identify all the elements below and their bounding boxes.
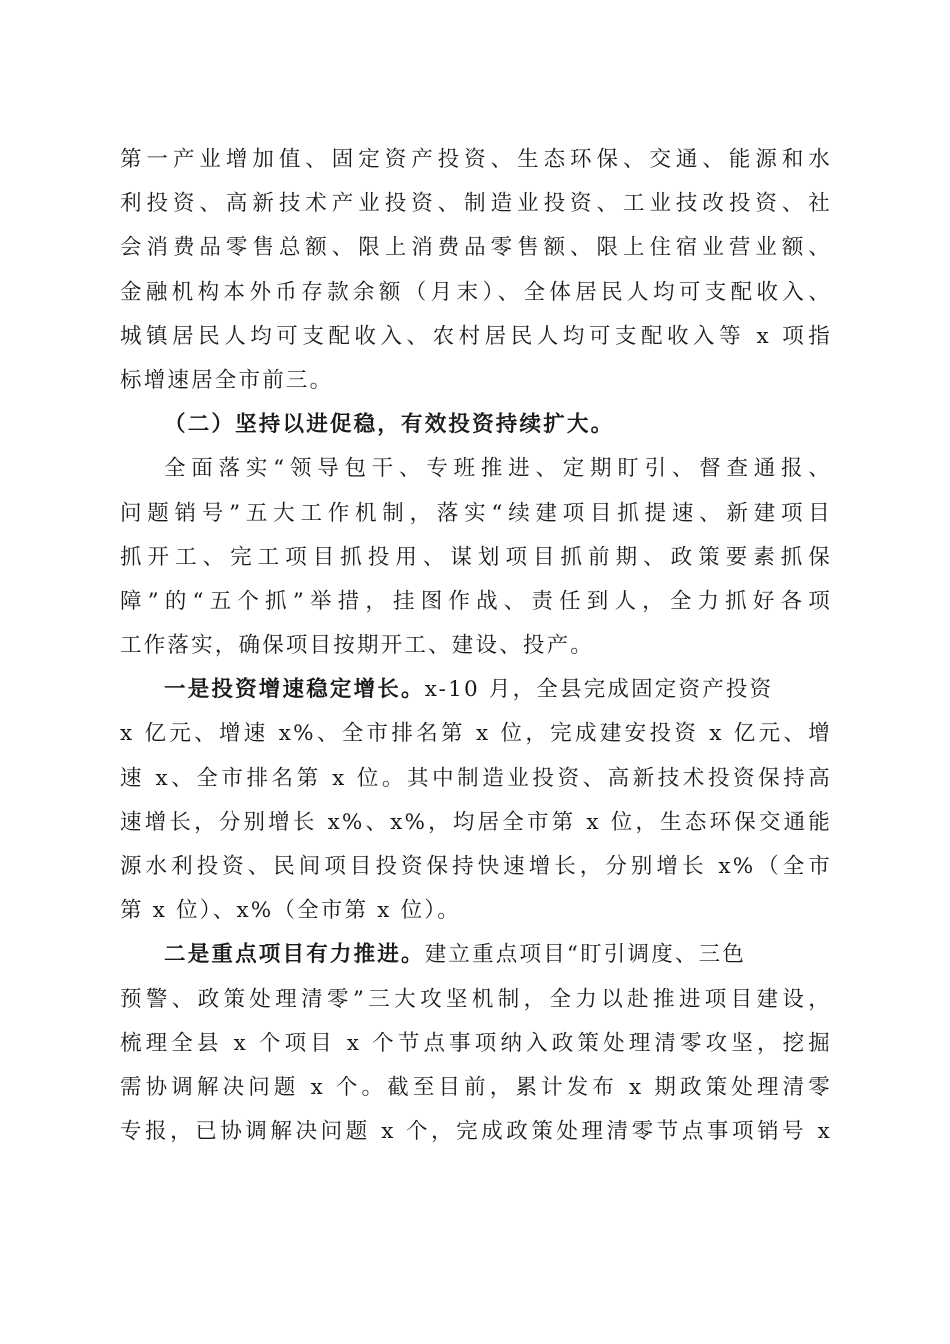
text-line: 城镇居民人均可支配收入、农村居民人均可支配收入等 x 项指: [120, 323, 832, 349]
text-line: 金融机构本外币存款余额（月末）、全体居民人均可支配收入、: [120, 279, 832, 305]
text-span: 建立重点项目“盯引调度、三色: [424, 942, 746, 968]
text-line: 源水利投资、民间项目投资保持快速增长，分别增长 x%（全市: [120, 854, 832, 879]
paragraph-1: [120, 138, 832, 403]
text-line: [120, 933, 832, 977]
paragraph-2: [120, 447, 832, 668]
text-line: 利投资、高新技术产业投资、制造业投资、工业技改投资、社: [120, 191, 832, 217]
document-body: [120, 138, 832, 1154]
paragraph-3: [120, 668, 832, 933]
text-line: 工作落实，确保项目按期开工、建设、投产。: [120, 633, 595, 659]
paragraph-4: [120, 933, 832, 1154]
text-line: 第一产业增加值、固定资产投资、生态环保、交通、能源和水: [120, 147, 832, 172]
section-heading: （二）坚持以进促稳，有效投资持续扩大。: [164, 412, 615, 438]
text-line: 第 x 位）、x%（全市第 x 位）。: [120, 898, 461, 924]
text-line: 梳理全县 x 个项目 x 个节点事项纳入政策处理清零攻坚，挖掘: [120, 1030, 832, 1056]
text-line: 抓开工、完工项目抓投用、谋划项目抓前期、政策要素抓保: [120, 544, 832, 570]
text-line: 速 x、全市排名第 x 位。其中制造业投资、高新技术投资保持高: [120, 765, 832, 791]
text-line: 需协调解决问题 x 个。截至目前，累计发布 x 期政策处理清零: [120, 1074, 832, 1100]
text-line: 会消费品零售总额、限上消费品零售额、限上住宿业营业额、: [120, 235, 832, 261]
text-line: 障”的“五个抓”举措，挂图作战、责任到人，全力抓好各项: [120, 588, 832, 614]
paragraph-lead: 二是重点项目有力推进。: [164, 942, 425, 968]
paragraph-lead: 一是投资增速稳定增长。: [164, 677, 425, 703]
text-span: x-10 月，全县完成固定资产投资: [424, 677, 774, 703]
text-line: 速增长，分别增长 x%、x%，均居全市第 x 位，生态环保交通能: [120, 809, 832, 835]
text-line: 专报，已协调解决问题 x 个，完成政策处理清零节点事项销号 x: [120, 1119, 832, 1145]
text-line: 标增速居全市前三。: [120, 367, 334, 393]
text-line: 预警、政策处理清零”三大攻坚机制，全力以赴推进项目建设，: [120, 986, 832, 1012]
text-line: x 亿元、增速 x%、全市排名第 x 位，完成建安投资 x 亿元、增: [120, 721, 832, 747]
text-line: [120, 668, 832, 712]
text-line: 问题销号”五大工作机制，落实“续建项目抓提速、新建项目: [120, 500, 832, 526]
text-line: 全面落实“领导包干、专班推进、定期盯引、督查通报、: [164, 456, 832, 482]
